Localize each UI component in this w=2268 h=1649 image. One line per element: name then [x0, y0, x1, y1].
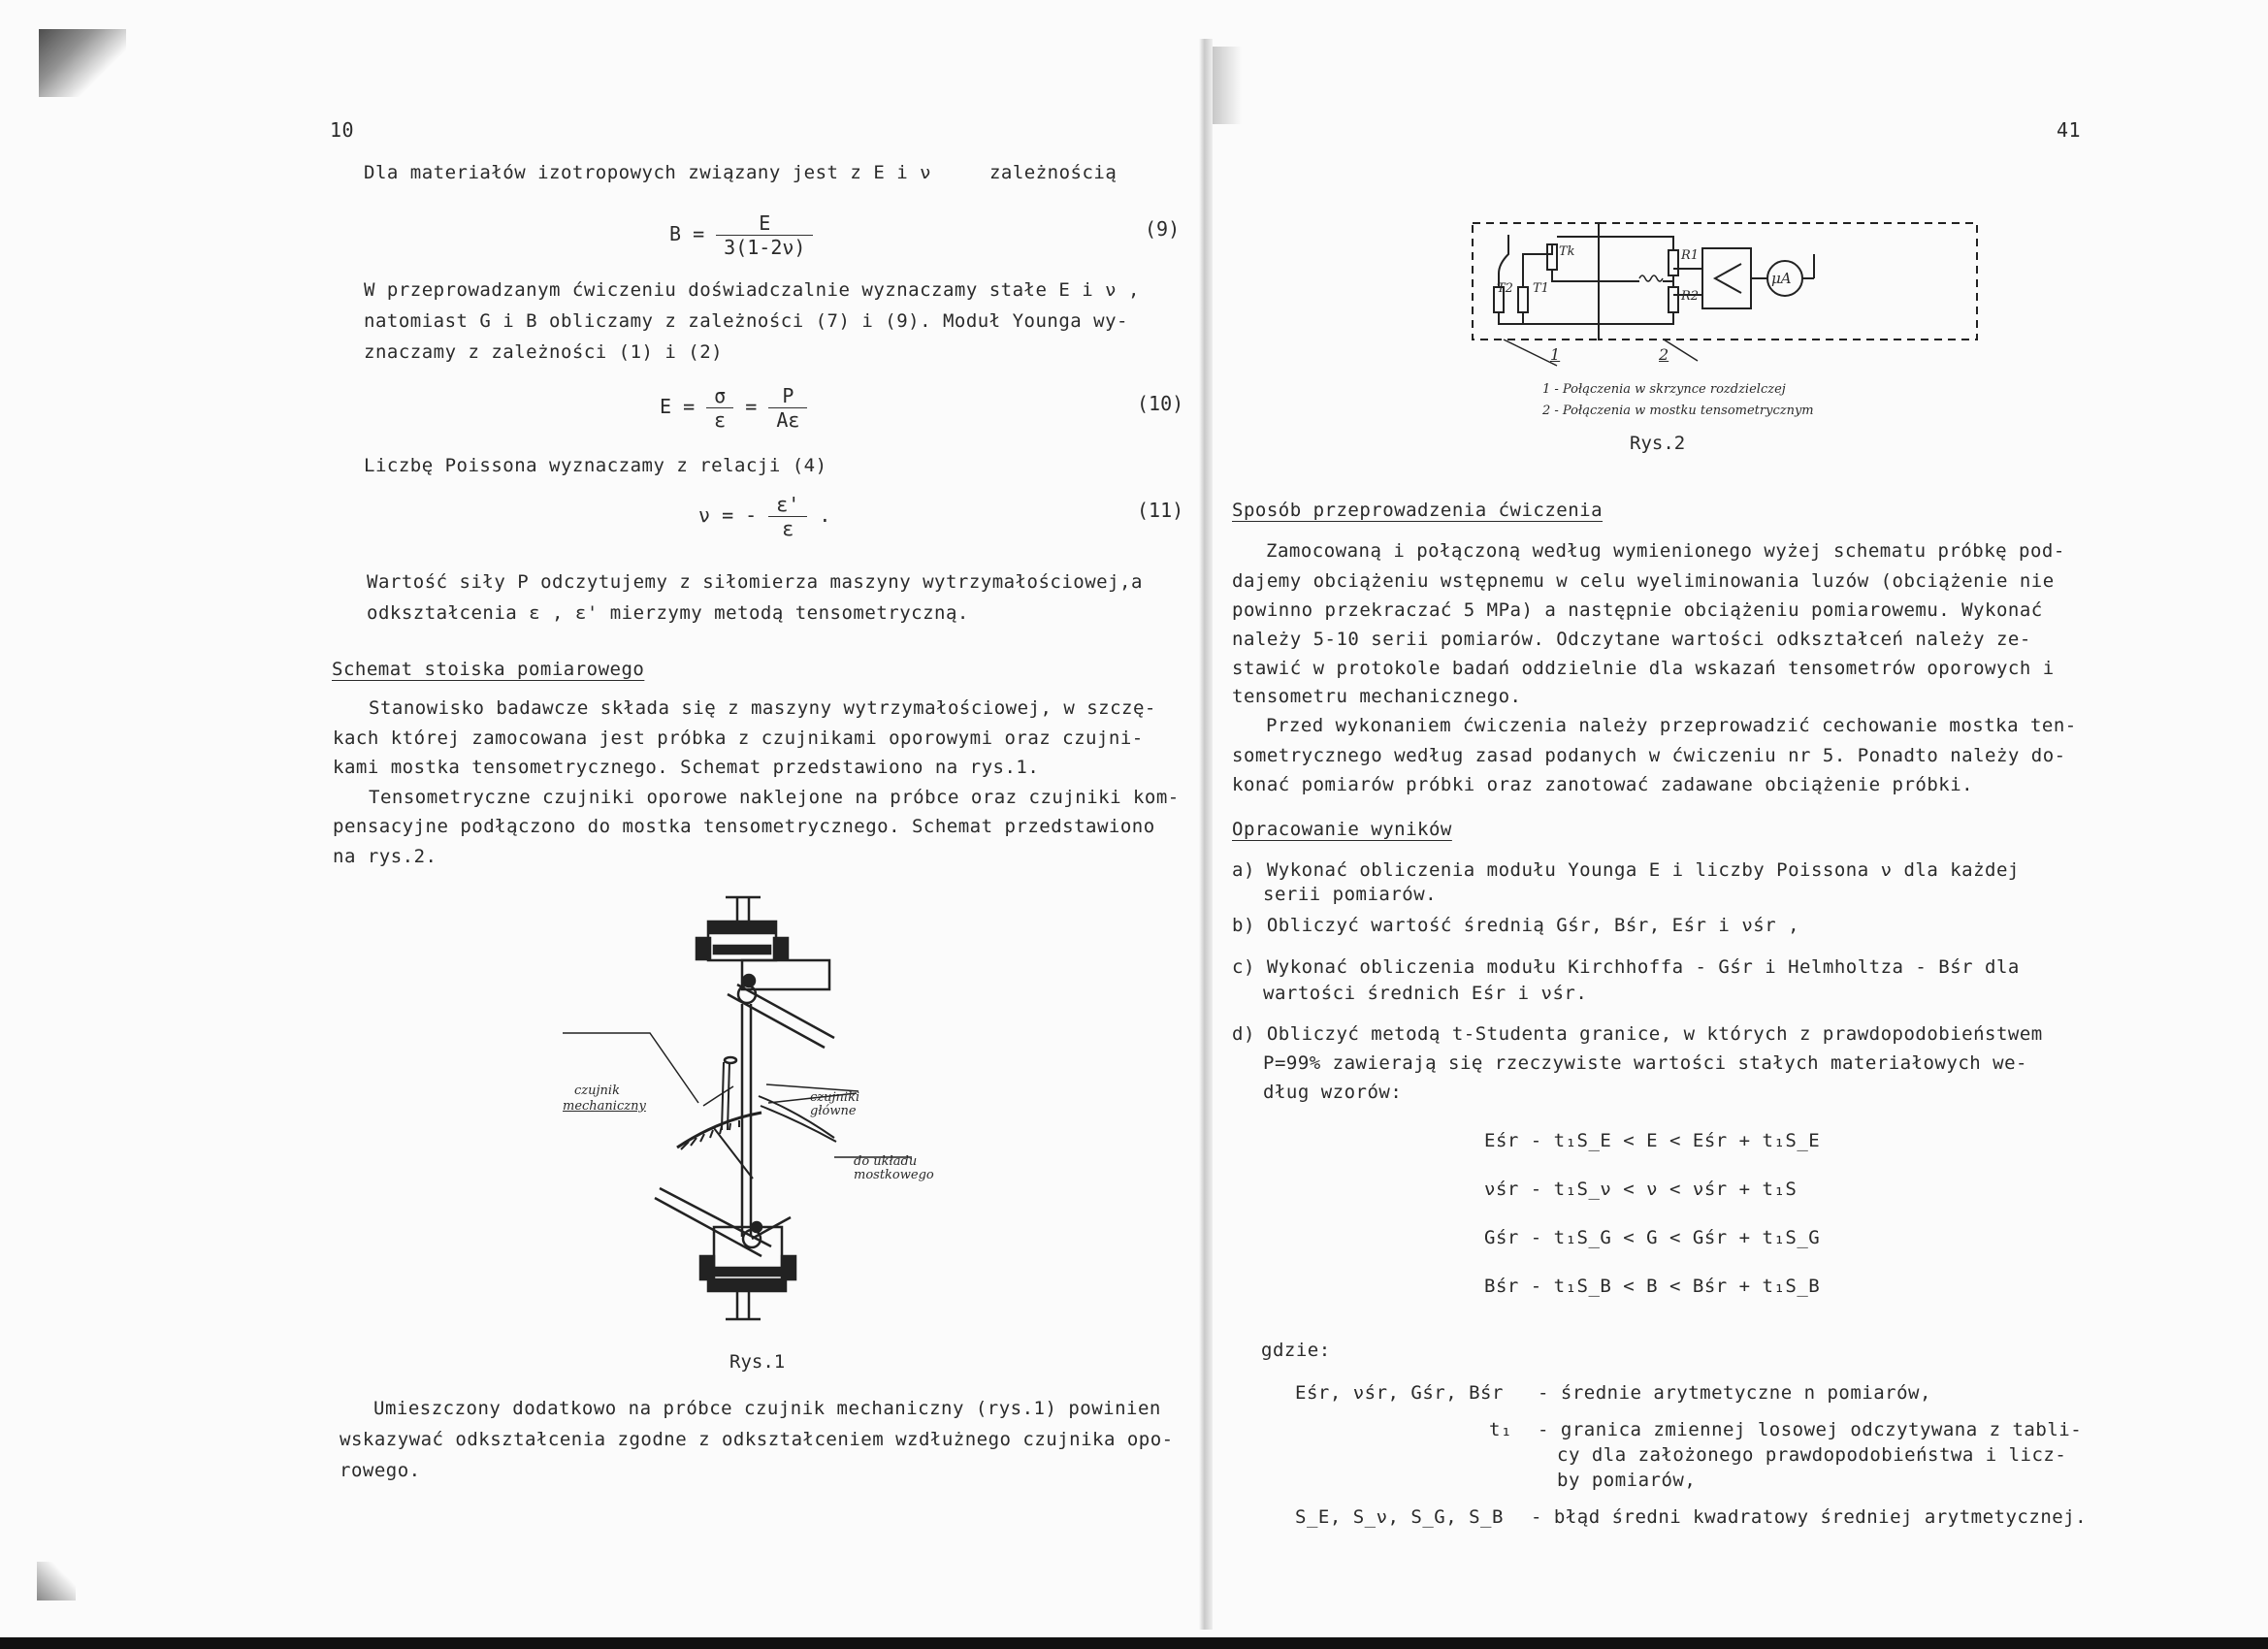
paragraph-line: wskazywać odkształcenia zgodne z odkształceniem wzdłużnego czujnika opo- [340, 1429, 1174, 1450]
definition-text: - średnie arytmetyczne n pomiarów, [1538, 1382, 1931, 1404]
fig1-label: do układu [854, 1154, 918, 1169]
fraction [768, 384, 807, 432]
eq-lhs: ν = - [698, 503, 758, 527]
definitions-label: gdzie: [1261, 1340, 1331, 1361]
equation-number: (10) [1137, 392, 1184, 415]
paragraph-line: natomiast G i B obliczamy z zależności (7) i (9). Moduł Younga wy- [364, 310, 1128, 332]
text: . [819, 503, 831, 527]
list-item: dług wzorów: [1263, 1082, 1403, 1103]
list-item: d) Obliczyć metodą t-Studenta granice, w których z prawdopodobieństwem [1232, 1023, 2043, 1045]
paragraph-line: Zamocowaną i połączoną według wymienionego wyżej schematu próbkę pod- [1266, 540, 2065, 562]
paragraph-line: sometrycznego według zasad podanych w ćwiczeniu nr 5. Ponadto należy do- [1232, 745, 2066, 766]
fig2-label: Tk [1559, 244, 1575, 259]
fig2-label: 1 [1550, 345, 1561, 364]
text: Dla materiałów izotropowych związany jest z E i [364, 162, 921, 183]
list-item: c) Wykonać obliczenia modułu Kirchhoffa - Gśr i Helmholtza - Bśr dla [1232, 956, 2020, 978]
fig1-label: czujniki [810, 1090, 860, 1105]
figure-caption: Rys.2 [1630, 433, 1686, 454]
fig2-label: 2 [1659, 345, 1669, 364]
definition-symbol: Eśr, νśr, Gśr, Bśr [1295, 1382, 1504, 1404]
fig1-label: czujnik [574, 1083, 620, 1098]
list-item: wartości średnich Eśr i νśr. [1263, 983, 1588, 1004]
paragraph-line: znaczamy z zależności (1) i (2) [364, 341, 724, 363]
paragraph-line: Umieszczony dodatkowo na próbce czujnik mechaniczny (rys.1) powinien [373, 1398, 1161, 1419]
definition-symbol: t₁ [1489, 1419, 1512, 1440]
equation-11 [698, 493, 830, 540]
definition-text: by pomiarów, [1557, 1470, 1697, 1491]
section-heading: Sposób przeprowadzenia ćwiczenia [1232, 500, 1604, 521]
numerator: ε' [768, 493, 807, 517]
figure-caption: Rys.1 [729, 1351, 786, 1373]
fig1-label: mechaniczny [563, 1099, 646, 1114]
inequality: Gśr - t₁S_G < G < Gśr + t₁S_G [1484, 1227, 1821, 1248]
denominator: Aε [776, 408, 800, 432]
section-heading: Opracowanie wyników [1232, 819, 1452, 840]
fraction [716, 211, 813, 259]
denominator: ε [714, 408, 727, 432]
list-item: b) Obliczyć wartość średnią Gśr, Bśr, Eśr i νśr , [1232, 915, 1800, 936]
text: zależnością [988, 162, 1118, 183]
figure-1-drawing [543, 888, 989, 1343]
paragraph-line: tensometru mechanicznego. [1232, 686, 1522, 707]
paragraph-line: W przeprowadzanym ćwiczeniu doświadczalnie wyznaczamy stałe E i ν , [364, 279, 1140, 301]
fig2-label: T2 [1497, 281, 1513, 296]
paragraph-line: należy 5-10 serii pomiarów. Odczytane wartości odkształceń należy ze- [1232, 629, 2031, 650]
fig2-label: μA [1771, 270, 1792, 287]
fig2-label: T1 [1533, 281, 1549, 296]
equation-10 [660, 384, 807, 432]
fraction [706, 384, 733, 432]
equation-9 [669, 211, 813, 259]
text: ν [920, 162, 932, 183]
paragraph-line: Tensometryczne czujniki oporowe naklejone na próbce oraz czujniki kom- [369, 787, 1180, 808]
eq-lhs: B = [669, 222, 705, 245]
paragraph-line: pensacyjne podłączono do mostka tensometrycznego. Schemat przedstawiono [333, 816, 1155, 837]
list-item: P=99% zawierają się rzeczywiste wartości stałych materiałowych we- [1263, 1052, 2027, 1074]
paragraph-line: odkształcenia ε , ε' mierzymy metodą tensometryczną. [367, 602, 969, 624]
paragraph-line: konać pomiarów próbki oraz zanotować zadawane obciążenie próbki. [1232, 774, 1974, 795]
paragraph-line: Wartość siły P odczytujemy z siłomierza maszyny wytrzymałościowej,a [367, 571, 1143, 593]
equation-number: (11) [1137, 499, 1184, 522]
equals: = [745, 395, 758, 418]
fraction [768, 493, 807, 540]
paragraph-line: Liczbę Poissona wyznaczamy z relacji (4) [364, 455, 827, 476]
list-item: serii pomiarów. [1263, 884, 1438, 905]
page-number: 10 [330, 118, 355, 142]
right-page [1203, 0, 2268, 1637]
paragraph-line: Przed wykonaniem ćwiczenia należy przeprowadzić cechowanie mostka ten- [1266, 715, 2077, 736]
paragraph-line: rowego. [340, 1460, 421, 1481]
fig2-legend: 1 - Połączenia w skrzynce rozdzielczej [1542, 382, 1786, 397]
paragraph-line: kach której zamocowana jest próbka z czujnikami oporowymi oraz czujni- [333, 728, 1144, 749]
fig2-label: R2 [1681, 289, 1700, 304]
denominator: ε [782, 517, 794, 540]
eq-lhs: E = [660, 395, 696, 418]
definition-text: - granica zmiennej losowej odczytywana z tabli- [1538, 1419, 2083, 1440]
paragraph-line: dajemy obciążeniu wstępnemu w celu wyeliminowania luzów (obciążenie nie [1232, 570, 2055, 592]
paragraph-line: Stanowisko badawcze składa się z maszyny wytrzymałościowej, w szczę- [369, 697, 1156, 719]
paragraph-intro [364, 161, 1117, 184]
inequality: Eśr - t₁S_E < E < Eśr + t₁S_E [1484, 1130, 1821, 1151]
list-item: a) Wykonać obliczenia modułu Younga E i liczby Poissona ν dla każdej [1232, 859, 2020, 881]
paragraph-line: na rys.2. [333, 846, 437, 867]
paragraph-line: kami mostka tensometrycznego. Schemat przedstawiono na rys.1. [333, 757, 1040, 778]
fig2-label: R1 [1681, 248, 1700, 263]
fig1-label: mostkowego [854, 1168, 934, 1182]
fig1-label: główne [810, 1104, 857, 1118]
equation-number: (9) [1145, 217, 1181, 241]
section-heading: Schemat stoiska pomiarowego [332, 659, 645, 680]
paragraph-line: stawić w protokole badań oddzielnie dla wskazań tensometrów oporowych i [1232, 658, 2055, 679]
fig2-legend: 2 - Połączenia w mostku tensometrycznym [1542, 404, 1814, 418]
page-number: 41 [2057, 118, 2082, 142]
definition-text: cy dla założonego prawdopodobieństwa i licz- [1557, 1444, 2067, 1466]
numerator: P [768, 384, 807, 408]
paragraph-line: powinno przekraczać 5 MPa) a następnie obciążeniu pomiarowemu. Wykonać [1232, 599, 2043, 621]
scan-edge [0, 1637, 2268, 1649]
definition-symbol: S_E, S_ν, S_G, S_B [1295, 1506, 1504, 1528]
inequality: νśr - t₁S_ν < ν < νśr + t₁S [1484, 1179, 1798, 1200]
inequality: Bśr - t₁S_B < B < Bśr + t₁S_B [1484, 1276, 1821, 1297]
definition-text: - błąd średni kwadratowy średniej arytmetycznej. [1531, 1506, 2088, 1528]
numerator: σ [706, 384, 733, 408]
denominator: 3(1-2ν) [724, 236, 806, 259]
numerator: E [716, 211, 813, 236]
